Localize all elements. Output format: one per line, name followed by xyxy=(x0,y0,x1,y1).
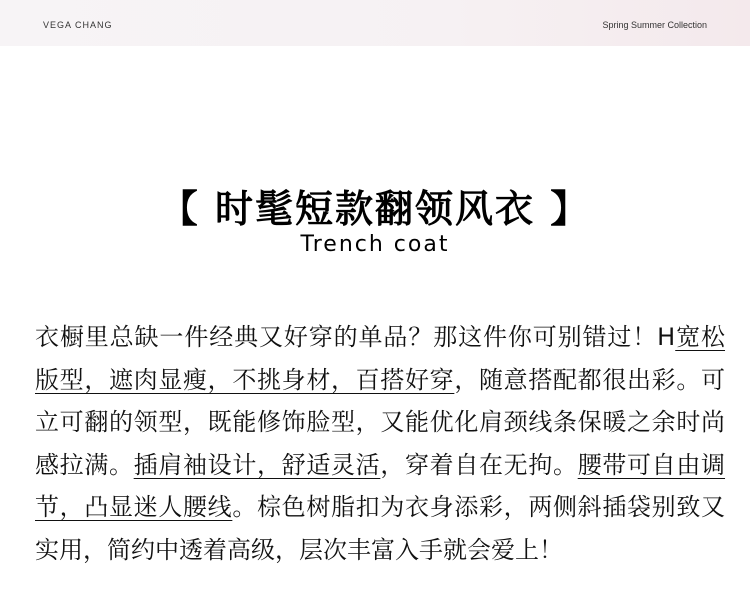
product-subtitle: Trench coat xyxy=(300,232,450,257)
highlight-sleeve: 插肩袖设计，舒适灵活 xyxy=(133,450,381,479)
description-text: 衣橱里总缺一件经典又好穿的单品？那这件你可别错过！H xyxy=(35,323,676,351)
highlight-fit: 宽松版型，遮肉显瘦，不挑身材，百搭好穿 xyxy=(35,323,726,394)
brand-name: VEGA CHANG xyxy=(43,20,113,30)
description-text: ，穿着自在无拘。 xyxy=(380,450,578,479)
description-text: ，随意搭配都很出彩。可立可翻的领型，既能修饰脸型，又能优化肩颈线条保暖之余时尚感拉满。 xyxy=(35,365,726,479)
highlight-belt: 腰带可自由调节，凸显迷人腰线 xyxy=(35,450,726,521)
header-bar xyxy=(0,0,750,46)
collection-label: Spring Summer Collection xyxy=(602,20,707,30)
description-text: 。棕色树脂扣为衣身添彩，两侧斜插袋别致又实用，简约中透着高级，层次丰富入手就会爱上！ xyxy=(35,493,726,564)
product-title: 【 时髦短款翻领风衣 】 xyxy=(159,187,591,231)
product-description xyxy=(35,316,725,571)
